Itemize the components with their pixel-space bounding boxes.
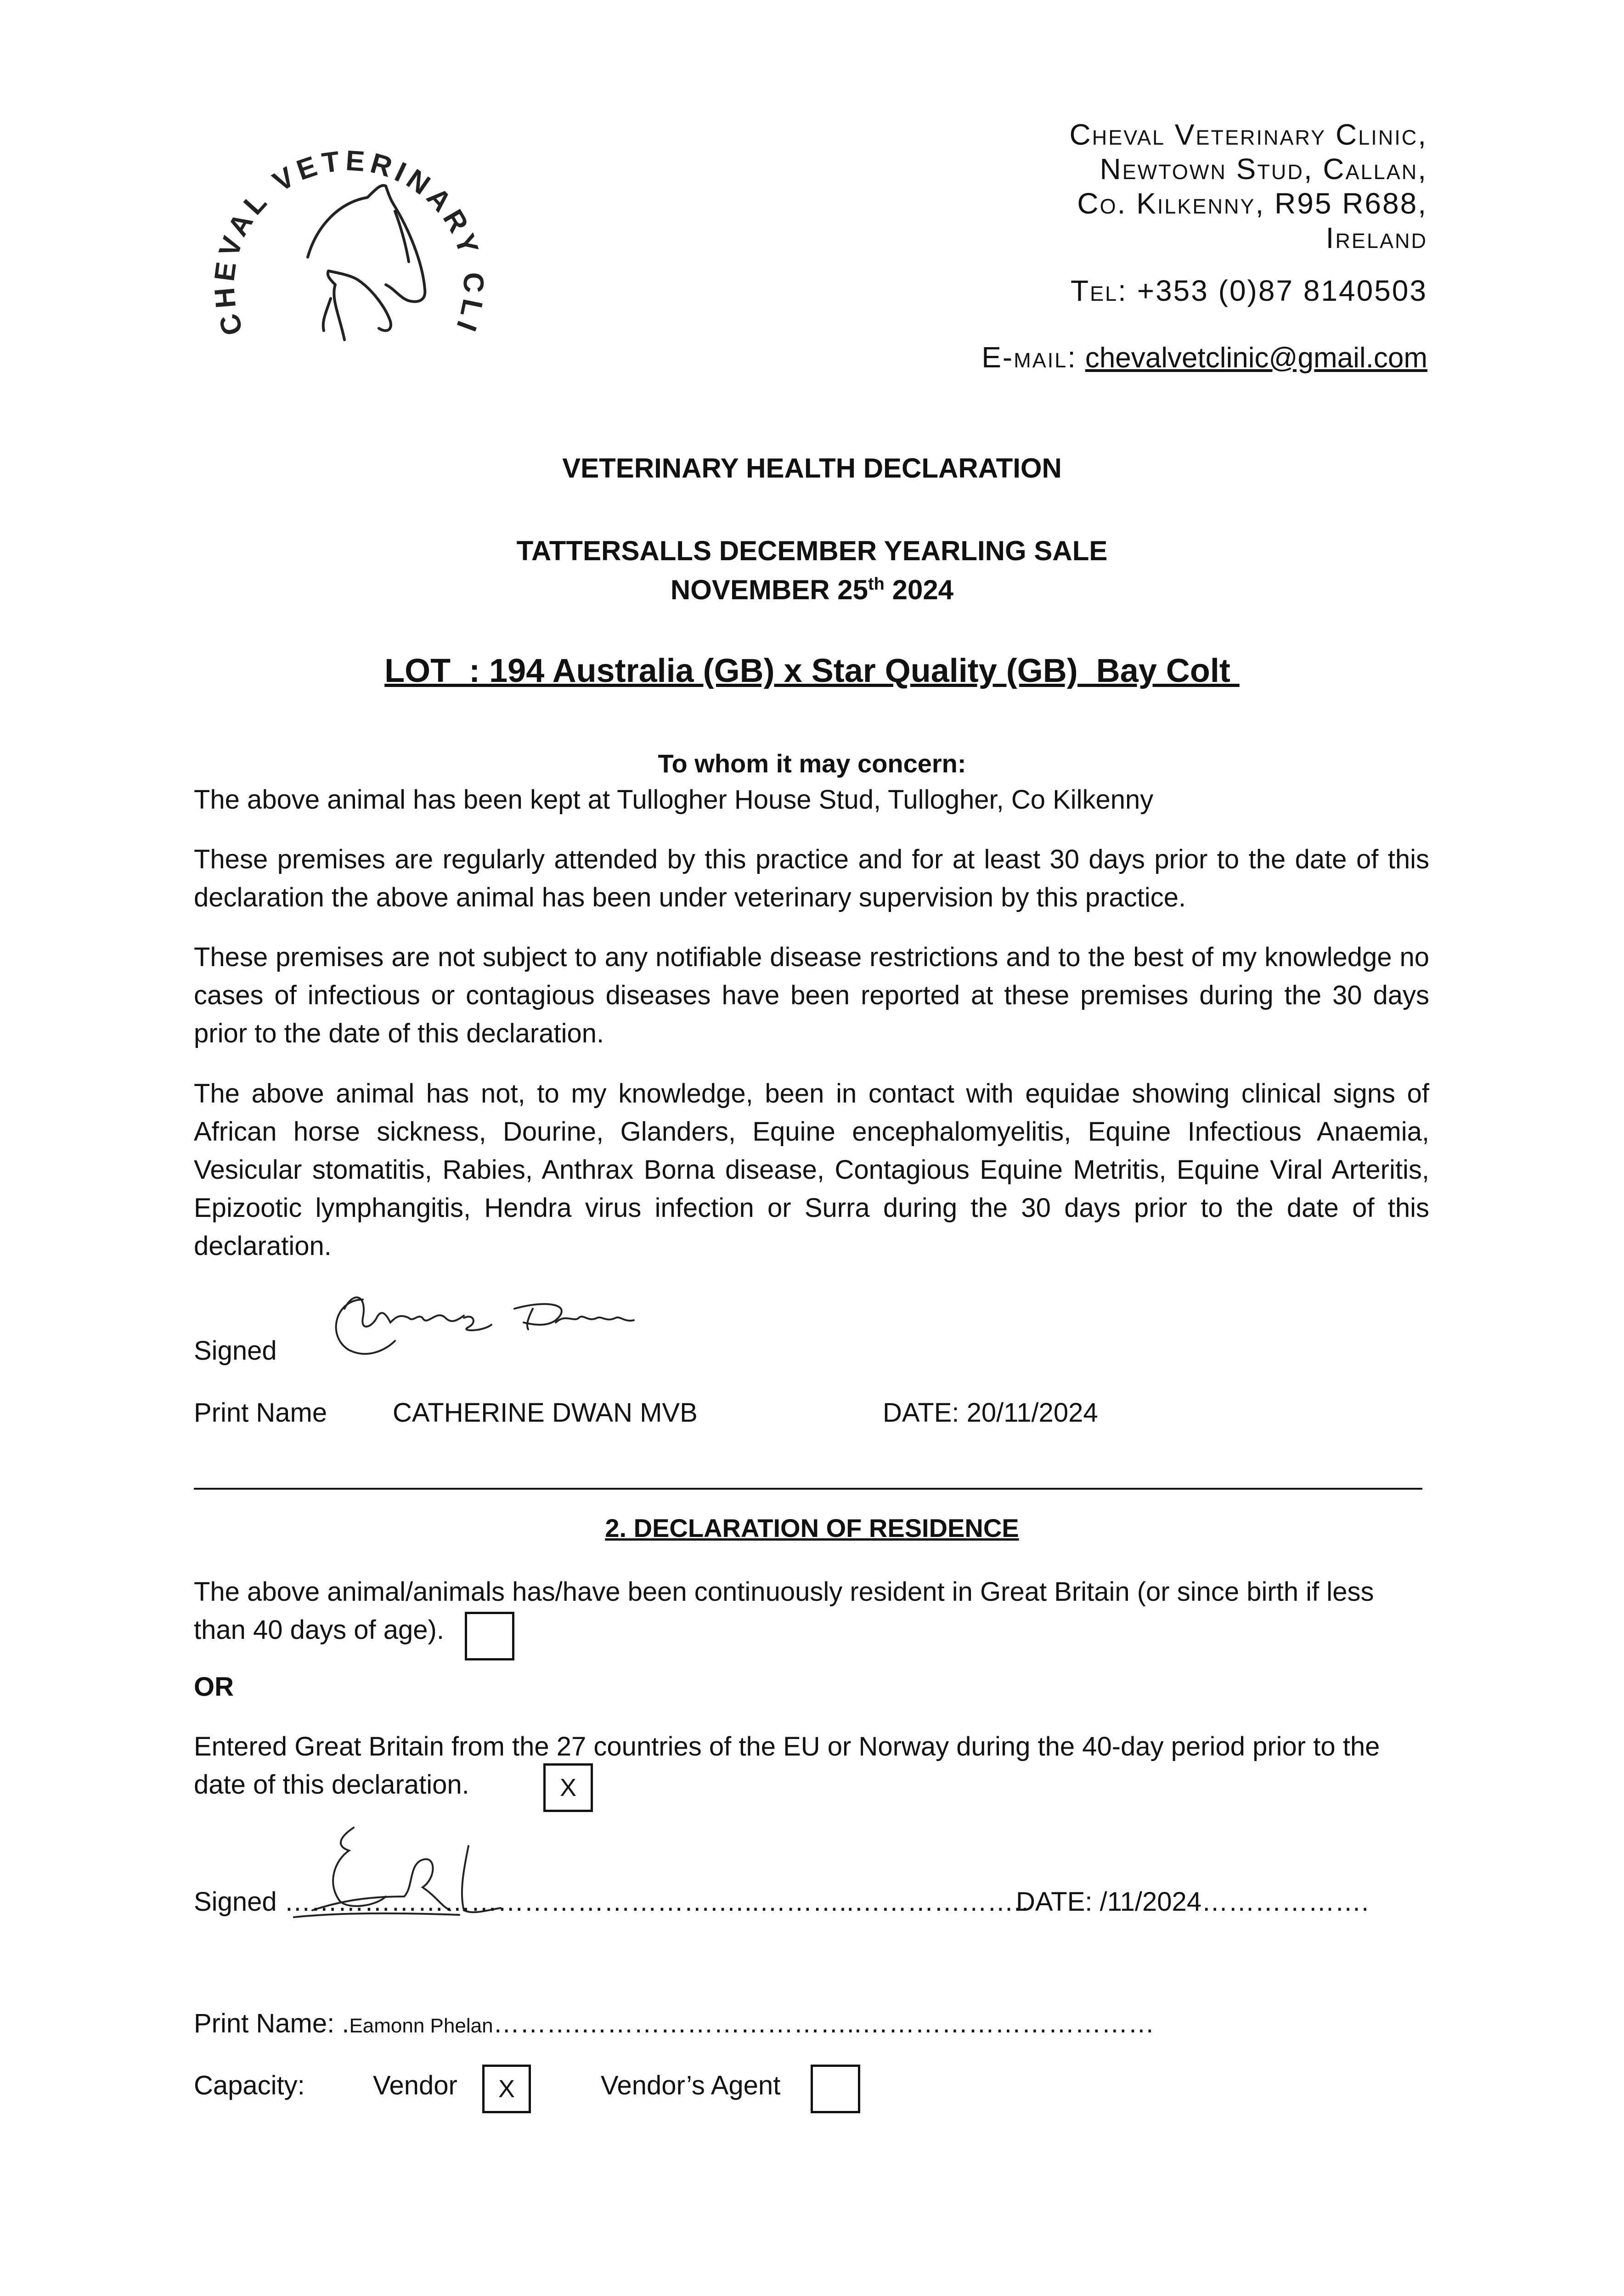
logo-ring-text: CHEVAL VETERINARY CLI: [208, 145, 487, 340]
lot-heading: LOT : 194 Australia (GB) x Star Quality (GB) Bay Colt: [384, 653, 1240, 689]
vendor-print-label: Print Name: .: [194, 2009, 350, 2038]
residence-option1-checkbox[interactable]: [465, 1612, 514, 1660]
email-label: E-mail:: [981, 341, 1077, 374]
svg-text:CHEVAL VETERINARY CLINIC: [193, 124, 487, 339]
horse-heads-icon: [308, 186, 425, 340]
residence-option2-checkbox[interactable]: X: [543, 1763, 593, 1812]
salutation: To whom it may concern:: [658, 749, 966, 778]
clinic-country: Ireland: [1325, 221, 1427, 254]
para-premises: The above animal has been kept at Tullogher House Stud, Tullogher, Co Kilkenny: [194, 785, 1154, 815]
vet-signature-date: DATE: 20/11/2024: [883, 1398, 1098, 1428]
vendor-agent-label: Vendor’s Agent: [601, 2071, 781, 2100]
para-restrictions: These premises are not subject to any notifiable disease restrictions and to the best of my knowledge no cases of infectious or contagious diseases have been reported at these premises during the 30 days prior to the date of this declaration.: [194, 942, 1429, 1048]
email-link[interactable]: chevalvetclinic@gmail.com: [1085, 342, 1427, 374]
sale-title: TATTERSALLS DECEMBER YEARLING SALE: [516, 535, 1108, 566]
vendor-date-line: DATE: /11/2024……………….: [1016, 1887, 1369, 1917]
clinic-name: Cheval Veterinary Clinic,: [1069, 118, 1427, 151]
document-title: VETERINARY HEALTH DECLARATION: [562, 453, 1062, 484]
clinic-address-line2: Co. Kilkenny, R95 R688,: [1077, 187, 1427, 220]
vendor-checkbox[interactable]: X: [482, 2065, 531, 2113]
clinic-address-line1: Newtown Stud, Callan,: [1100, 152, 1427, 186]
vendor-label: Vendor: [373, 2071, 457, 2100]
or-label: OR: [194, 1672, 234, 1702]
vendor-signed-line: Signed ………………………………………….…..………..………………..: [194, 1887, 1029, 1917]
capacity-label: Capacity:: [194, 2071, 305, 2100]
para-supervision: These premises are regularly attended by this practice and for at least 30 days prior to the date of this declaration the above animal has been under veterinary supervision by this practice.: [194, 844, 1429, 912]
residence-option2-text: Entered Great Britain from the 27 countries of the EU or Norway during the 40-day period prior to the date of this declaration.: [194, 1732, 1380, 1800]
section-divider: [194, 1488, 1422, 1490]
clinic-phone: Tel: +353 (0)87 8140503: [1071, 274, 1427, 307]
residence-heading: 2. DECLARATION OF RESIDENCE: [605, 1514, 1019, 1542]
vendor-print-dots: ……….…………………………..……………………………: [493, 2009, 1155, 2038]
clinic-email-line: [981, 340, 1427, 376]
sale-date: NOVEMBER 25th 2024: [670, 574, 954, 605]
residence-option1-text: The above animal/animals has/have been continuously resident in Great Britain (or since birth if less than 40 days of age).: [194, 1577, 1374, 1645]
vendor-agent-checkbox[interactable]: [811, 2065, 860, 2113]
vendor-print-line: [194, 2004, 1155, 2045]
vendor-print-name: Eamonn Phelan: [349, 2015, 493, 2037]
clinic-logo: [193, 124, 487, 381]
para-contact: The above animal has not, to my knowledge, been in contact with equidae showing clinical signs of African horse sickness, Dourine, Glanders, Equine encephalomyelitis, Equine Infectious Anaemia, Vesicular stomatitis, Rabies, Anthrax Borna disease, Contagious Equine Metritis, Equine Viral Arteritis, Epizootic lymphangitis, Hendra virus infection or Surra during the 30 days prior to the date of this declaration.: [194, 1079, 1429, 1261]
vet-signature: [317, 1281, 638, 1364]
vet-print-label: Print Name: [194, 1398, 327, 1428]
vet-print-name: CATHERINE DWAN MVB: [393, 1398, 698, 1428]
vet-signed-label: Signed: [194, 1336, 277, 1366]
